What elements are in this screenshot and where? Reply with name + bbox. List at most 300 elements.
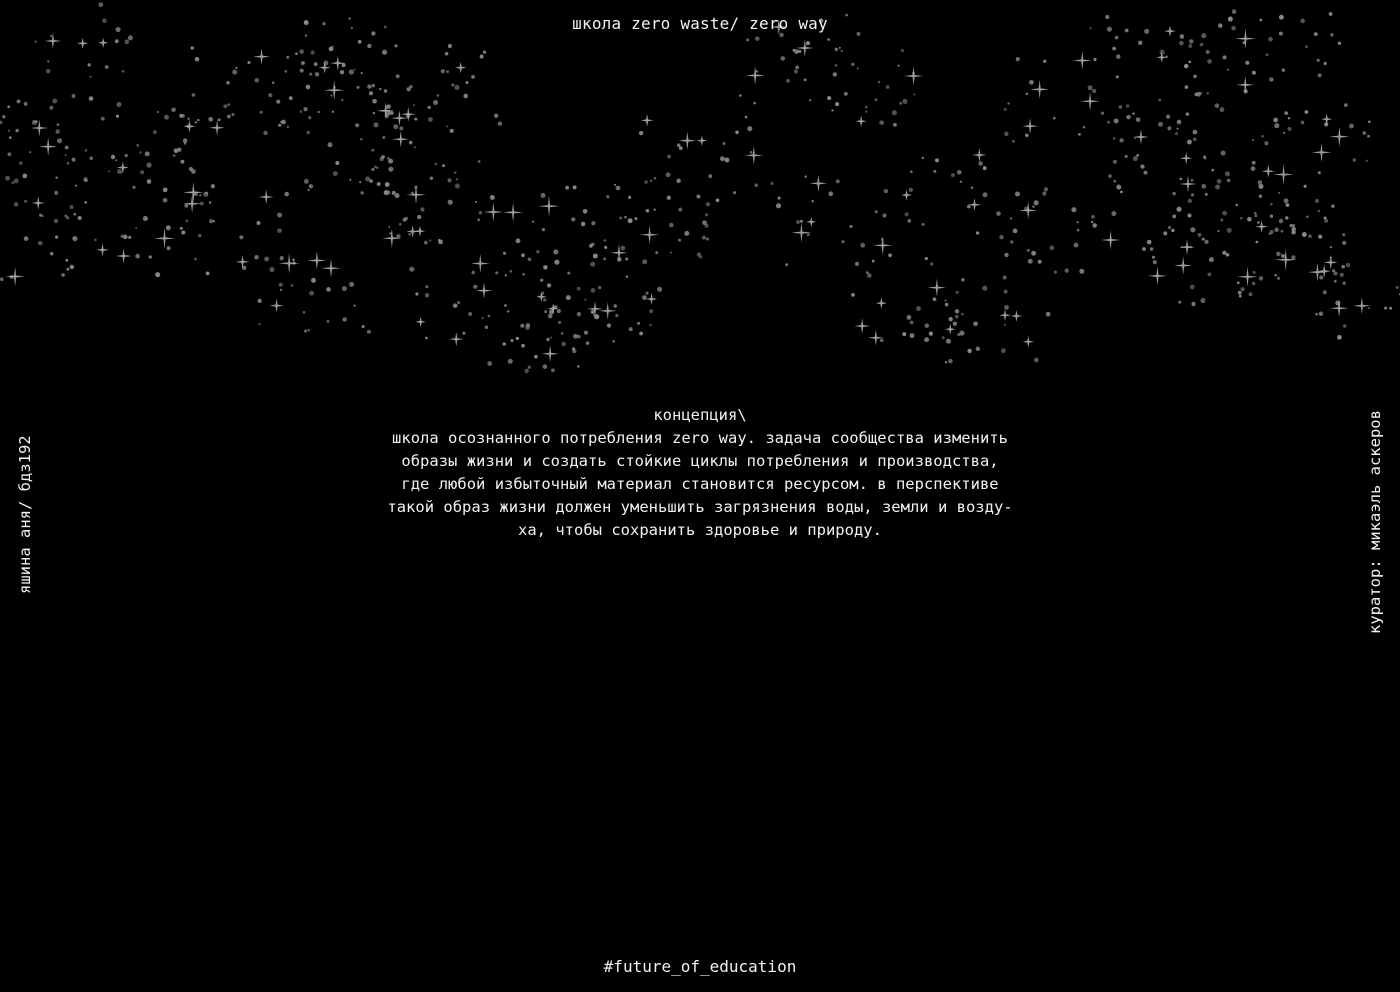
star-dot	[310, 50, 314, 54]
star-dot	[591, 310, 595, 314]
star-dot	[1191, 302, 1195, 306]
star-dot	[361, 72, 363, 74]
star-dot	[326, 320, 329, 323]
star-dot	[1269, 77, 1274, 82]
star-dot	[933, 297, 937, 301]
sparkle-icon	[96, 243, 109, 256]
star-dot	[901, 49, 904, 52]
star-dot	[1126, 104, 1129, 107]
star-dot	[1001, 348, 1006, 353]
star-dot	[1134, 137, 1136, 139]
star-dot	[557, 309, 561, 313]
star-dot	[855, 262, 859, 266]
star-dot	[1201, 33, 1206, 38]
star-dot	[354, 305, 356, 307]
star-dot	[644, 180, 647, 183]
star-dot	[132, 186, 135, 189]
concept-block	[300, 404, 1100, 542]
star-dot	[115, 39, 119, 43]
star-dot	[200, 202, 204, 206]
sparkle-icon	[471, 254, 490, 273]
star-dot	[1168, 226, 1171, 229]
star-dot	[155, 272, 160, 277]
star-dot	[624, 216, 627, 219]
star-dot	[1191, 193, 1194, 196]
star-dot	[1266, 53, 1269, 56]
star-dot	[1226, 254, 1229, 257]
star-dot	[1065, 268, 1069, 272]
star-dot	[125, 154, 128, 157]
star-dot	[50, 252, 54, 256]
star-dot	[1004, 324, 1006, 326]
star-dot	[1044, 187, 1048, 191]
star-dot	[1049, 245, 1054, 250]
star-dot	[358, 40, 362, 44]
star-dot	[1167, 126, 1171, 130]
star-dot	[1142, 247, 1146, 251]
star-dot	[910, 333, 915, 338]
star-dot	[1253, 271, 1256, 274]
sparkle-icon	[308, 251, 327, 270]
star-dot	[428, 117, 433, 122]
star-dot	[88, 63, 91, 66]
star-dot	[907, 315, 912, 320]
star-dot	[909, 188, 913, 192]
star-dot	[951, 173, 955, 177]
star-dot	[720, 156, 725, 161]
star-dot	[24, 200, 27, 203]
star-dot	[54, 219, 59, 224]
star-dot	[382, 50, 387, 55]
star-dot	[308, 329, 311, 332]
star-dot	[1077, 229, 1080, 232]
star-dot	[448, 200, 453, 205]
star-dot	[359, 181, 361, 183]
star-dot	[305, 34, 308, 37]
star-dot	[1302, 232, 1307, 237]
star-dot	[961, 313, 964, 316]
star-dot	[976, 347, 980, 351]
star-dot	[1258, 184, 1263, 189]
star-dot	[157, 111, 159, 113]
star-dot	[289, 96, 293, 100]
sparkle-icon	[455, 62, 466, 73]
star-dot	[269, 267, 274, 272]
star-dot	[1209, 257, 1214, 262]
star-dot	[181, 114, 185, 118]
sparkle-icon	[1174, 256, 1192, 274]
star-dot	[1334, 280, 1337, 283]
star-dot	[702, 236, 706, 240]
star-dot	[7, 105, 10, 108]
star-dot	[507, 310, 510, 313]
sparkle-icon	[116, 248, 132, 264]
star-dot	[425, 285, 428, 288]
sparkle-icon	[253, 48, 270, 65]
sparkle-icon	[1022, 118, 1038, 134]
star-dot	[1176, 207, 1181, 212]
curator-credit-text: куратор: микаэль аскеров	[1366, 410, 1384, 634]
star-dot	[409, 85, 412, 88]
star-dot	[572, 347, 575, 350]
star-dot	[83, 177, 88, 182]
sparkle-icon	[1237, 76, 1255, 94]
star-dot	[94, 239, 97, 242]
star-dot	[553, 249, 558, 254]
star-dot	[309, 73, 312, 76]
star-dot	[747, 126, 752, 131]
star-dot	[543, 265, 548, 270]
star-dot	[1184, 64, 1189, 69]
sparkle-icon	[483, 202, 503, 222]
star-dot	[1396, 286, 1399, 289]
star-dot	[649, 309, 653, 313]
star-dot	[181, 231, 185, 235]
star-dot	[528, 366, 531, 369]
star-dot	[420, 207, 424, 211]
star-dot	[477, 219, 480, 222]
star-dot	[1317, 59, 1320, 62]
star-dot	[84, 201, 87, 204]
star-dot	[1319, 312, 1324, 317]
star-dot	[1200, 298, 1205, 303]
star-dot	[1108, 174, 1112, 178]
star-dot	[485, 325, 489, 329]
star-dot	[454, 85, 459, 90]
star-dot	[330, 94, 332, 96]
star-dot	[1079, 269, 1084, 274]
star-dot	[645, 292, 648, 295]
star-dot	[381, 155, 385, 159]
star-dot	[413, 104, 415, 106]
star-dot	[314, 62, 318, 66]
star-dot	[1340, 273, 1344, 277]
star-dot	[417, 215, 421, 219]
star-dot	[1284, 198, 1289, 203]
star-dot	[586, 341, 590, 345]
sparkle-icon	[154, 228, 175, 249]
star-dot	[628, 218, 633, 223]
sparkle-icon	[324, 80, 345, 101]
star-dot	[872, 260, 875, 263]
star-dot	[254, 255, 259, 260]
star-dot	[1101, 112, 1104, 115]
sparkle-icon	[476, 282, 492, 298]
star-dot	[166, 225, 171, 230]
star-dot	[34, 40, 36, 42]
star-dot	[1368, 121, 1371, 124]
star-dot	[696, 194, 700, 198]
star-dot	[1116, 54, 1121, 59]
star-dot	[590, 262, 595, 267]
star-dot	[603, 258, 606, 261]
star-dot	[892, 110, 897, 115]
sparkle-icon	[414, 226, 425, 237]
star-dot	[910, 321, 914, 325]
star-dot	[524, 369, 528, 373]
star-dot	[24, 236, 29, 241]
star-dot	[561, 342, 566, 347]
star-dot	[976, 231, 979, 234]
star-dot	[136, 144, 139, 147]
star-dot	[1343, 324, 1346, 327]
star-dot	[1274, 228, 1279, 233]
star-dot	[186, 220, 189, 223]
star-dot	[857, 67, 859, 69]
sparkle-icon	[968, 198, 981, 211]
star-dot	[1346, 263, 1351, 268]
star-dot	[1274, 274, 1276, 276]
author-credit-text: яшина аня/ бдз192	[16, 435, 34, 594]
star-dot	[74, 213, 77, 216]
star-dot	[708, 174, 712, 178]
star-dot	[1163, 231, 1167, 235]
star-dot	[414, 118, 417, 121]
star-dot	[581, 222, 586, 227]
star-dot	[306, 85, 311, 90]
star-dot	[446, 125, 448, 127]
star-dot	[1119, 138, 1123, 142]
star-dot	[667, 155, 671, 159]
star-dot	[1301, 121, 1305, 125]
star-dot	[247, 61, 250, 64]
star-dot	[49, 106, 53, 110]
star-dot	[1193, 137, 1197, 141]
sparkle-icon	[209, 120, 224, 135]
star-dot	[1187, 140, 1192, 145]
star-dot	[831, 109, 833, 111]
star-dot	[276, 100, 280, 104]
star-dot	[1277, 277, 1280, 280]
star-dot	[433, 100, 438, 105]
star-dot	[973, 321, 978, 326]
star-dot	[17, 99, 21, 103]
star-dot	[280, 289, 283, 292]
sparkle-icon	[538, 195, 559, 216]
star-dot	[1318, 210, 1321, 213]
star-dot	[1240, 217, 1242, 219]
star-dot	[653, 208, 656, 211]
star-dot	[1342, 233, 1345, 236]
star-dot	[548, 314, 553, 319]
star-dot	[779, 33, 783, 37]
star-dot	[487, 361, 492, 366]
star-dot	[1255, 214, 1258, 217]
star-dot	[739, 94, 742, 97]
sparkle-icon	[1023, 336, 1034, 347]
star-dot	[372, 84, 375, 87]
star-dot	[584, 331, 588, 335]
star-dot	[311, 278, 316, 283]
star-dot	[54, 191, 58, 195]
star-dot	[804, 78, 807, 81]
star-dot	[1211, 169, 1214, 172]
star-dot	[1016, 57, 1020, 61]
star-dot	[258, 299, 262, 303]
sparkle-icon	[796, 39, 814, 57]
star-dot	[750, 151, 753, 154]
star-dot	[258, 323, 260, 325]
sparkle-icon	[330, 55, 345, 70]
star-dot	[490, 195, 495, 200]
star-dot	[308, 116, 311, 119]
star-dot	[425, 293, 429, 297]
star-dot	[1332, 269, 1335, 272]
sparkle-icon	[1318, 265, 1331, 278]
star-dot	[1220, 219, 1223, 222]
star-dot	[457, 301, 460, 304]
star-dot	[1028, 259, 1033, 264]
sparkle-icon	[599, 302, 616, 319]
star-dot	[1281, 254, 1285, 258]
sparkle-icon	[746, 66, 765, 85]
star-dot	[516, 337, 519, 340]
star-dot	[1273, 118, 1278, 123]
sparkle-icon	[1101, 230, 1120, 249]
star-dot	[733, 191, 736, 194]
star-dot	[1138, 41, 1142, 45]
star-dot	[1178, 301, 1181, 304]
star-dot	[1384, 307, 1387, 310]
star-dot	[1330, 246, 1332, 248]
star-dot	[1283, 132, 1285, 134]
star-dot	[57, 138, 62, 143]
star-dot	[616, 186, 621, 191]
star-dot	[384, 89, 387, 92]
star-dot	[1204, 157, 1207, 160]
star-dot	[85, 149, 87, 151]
star-dot	[532, 221, 534, 223]
sparkle-icon	[856, 116, 867, 127]
star-dot	[1207, 272, 1211, 276]
star-dot	[1259, 276, 1263, 280]
star-dot	[1078, 133, 1081, 136]
star-dot	[794, 69, 798, 73]
star-dot	[591, 221, 595, 225]
star-dot	[1004, 132, 1008, 136]
star-dot	[1341, 265, 1345, 269]
sparkle-icon	[406, 185, 426, 205]
star-dot	[591, 288, 596, 293]
star-dot	[382, 136, 385, 139]
star-dot	[307, 131, 310, 134]
sparkle-icon	[646, 293, 658, 305]
star-dot	[504, 304, 507, 307]
star-dot	[52, 98, 57, 103]
star-field-illustration	[0, 0, 1400, 400]
star-dot	[916, 306, 921, 311]
star-dot	[1225, 171, 1230, 176]
star-dot	[503, 252, 506, 255]
star-dot	[1318, 235, 1322, 239]
star-dot	[669, 223, 674, 228]
star-dot	[1353, 158, 1357, 162]
star-dot	[521, 253, 525, 257]
sparkle-icon	[259, 190, 274, 205]
star-dot	[208, 117, 213, 122]
star-dot	[874, 98, 877, 101]
star-dot	[516, 238, 521, 243]
star-dot	[279, 283, 283, 287]
sparkle-icon	[1073, 51, 1092, 70]
star-dot	[1116, 75, 1119, 78]
star-dot	[12, 181, 15, 184]
star-dot	[388, 167, 393, 172]
star-dot	[625, 258, 628, 261]
star-dot	[140, 170, 144, 174]
star-dot	[55, 129, 59, 133]
star-dot	[510, 339, 513, 342]
star-dot	[1026, 93, 1029, 96]
star-dot	[389, 232, 391, 234]
star-dot	[1071, 207, 1076, 212]
star-dot	[505, 274, 507, 276]
star-dot	[1252, 71, 1256, 75]
star-dot	[1010, 240, 1013, 243]
star-dot	[1220, 107, 1225, 112]
star-dot	[387, 157, 390, 160]
star-dot	[1274, 123, 1279, 128]
star-dot	[745, 116, 748, 119]
star-dot	[1331, 205, 1334, 208]
star-dot	[164, 115, 169, 120]
star-dot	[1324, 62, 1327, 65]
star-dot	[1282, 68, 1285, 71]
star-dot	[1091, 221, 1093, 223]
sparkle-icon	[806, 217, 816, 227]
star-dot	[124, 39, 129, 44]
star-dot	[349, 282, 354, 287]
star-dot	[299, 49, 304, 54]
star-dot	[945, 303, 949, 307]
star-dot	[277, 228, 282, 233]
sparkle-icon	[610, 244, 627, 261]
star-dot	[649, 324, 651, 326]
star-dot	[388, 226, 390, 228]
star-dot	[1185, 85, 1189, 89]
sparkle-icon	[1324, 255, 1338, 269]
star-dot	[607, 323, 611, 327]
star-dot	[374, 166, 376, 168]
star-dot	[955, 315, 959, 319]
star-dot	[441, 69, 445, 73]
star-dot	[1093, 58, 1096, 61]
star-dot	[1367, 135, 1370, 138]
star-dot	[1330, 33, 1333, 36]
star-dot	[1278, 192, 1280, 194]
star-dot	[879, 120, 884, 125]
star-dot	[1349, 124, 1354, 129]
curator-credit	[1366, 354, 1386, 636]
star-dot	[551, 368, 555, 372]
star-dot	[849, 225, 852, 228]
star-dot	[1305, 45, 1308, 48]
star-dot	[546, 338, 550, 342]
star-dot	[69, 205, 73, 209]
star-dot	[367, 84, 371, 88]
star-dot	[146, 162, 151, 167]
author-credit	[16, 398, 36, 598]
star-dot	[1217, 230, 1219, 232]
star-dot	[794, 49, 799, 54]
star-dot	[1259, 195, 1262, 198]
star-dot	[1092, 89, 1096, 93]
star-dot	[372, 99, 377, 104]
star-dot	[55, 236, 58, 239]
star-dot	[65, 259, 68, 262]
star-dot	[367, 44, 371, 48]
star-dot	[191, 169, 196, 174]
